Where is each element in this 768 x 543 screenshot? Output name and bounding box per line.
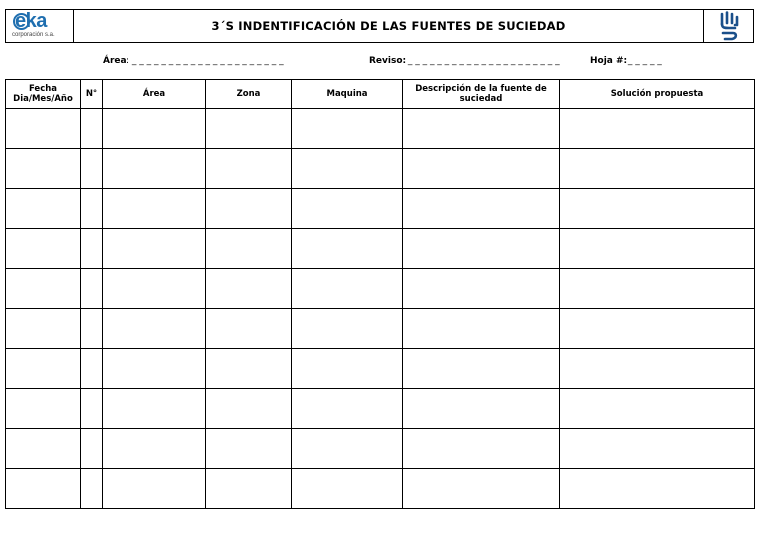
table-cell[interactable]: [292, 309, 403, 349]
table-cell[interactable]: [6, 269, 81, 309]
table-cell[interactable]: [6, 149, 81, 189]
table-cell[interactable]: [206, 229, 292, 269]
table-cell[interactable]: [403, 189, 560, 229]
col-header-zona: Zona: [206, 80, 292, 109]
table-cell[interactable]: [292, 229, 403, 269]
table-cell[interactable]: [292, 389, 403, 429]
table-cell[interactable]: [206, 189, 292, 229]
table-cell[interactable]: [560, 189, 755, 229]
table-cell[interactable]: [560, 429, 755, 469]
table-cell[interactable]: [403, 309, 560, 349]
table-cell[interactable]: [81, 189, 103, 229]
table-cell[interactable]: [103, 309, 206, 349]
table-cell[interactable]: [103, 349, 206, 389]
col-header-numero: N°: [81, 80, 103, 109]
table-row: [6, 109, 755, 149]
hand-icon: [703, 10, 753, 42]
table-cell[interactable]: [560, 309, 755, 349]
table-cell[interactable]: [403, 389, 560, 429]
table-cell[interactable]: [206, 269, 292, 309]
table-row: [6, 469, 755, 509]
table-cell[interactable]: [81, 389, 103, 429]
form-meta: [0, 56, 768, 70]
table-row: [6, 229, 755, 269]
table-cell[interactable]: [403, 429, 560, 469]
table-cell[interactable]: [103, 429, 206, 469]
table-cell[interactable]: [6, 469, 81, 509]
table-cell[interactable]: [81, 109, 103, 149]
table-cell[interactable]: [560, 149, 755, 189]
table-cell[interactable]: [103, 389, 206, 429]
table-cell[interactable]: [206, 349, 292, 389]
form-header: [5, 9, 754, 43]
area-label: Área: [103, 56, 127, 66]
table-cell[interactable]: [103, 109, 206, 149]
table-cell[interactable]: [292, 429, 403, 469]
table-cell[interactable]: [206, 429, 292, 469]
table-cell[interactable]: [403, 269, 560, 309]
hoja-field[interactable]: _ _ _ _ _: [625, 56, 662, 66]
table-cell[interactable]: [206, 109, 292, 149]
table-cell[interactable]: [81, 229, 103, 269]
table-cell[interactable]: [292, 269, 403, 309]
table-cell[interactable]: [292, 109, 403, 149]
col-header-maquina: Maquina: [292, 80, 403, 109]
table-cell[interactable]: [560, 229, 755, 269]
table-cell[interactable]: [206, 469, 292, 509]
table-cell[interactable]: [206, 149, 292, 189]
table-cell[interactable]: [560, 269, 755, 309]
col-header-descripcion: Descripción de la fuente de suciedad: [403, 80, 560, 109]
table-cell[interactable]: [403, 469, 560, 509]
table-cell[interactable]: [292, 469, 403, 509]
table-cell[interactable]: [560, 349, 755, 389]
area-field[interactable]: : _ _ _ _ _ _ _ _ _ _ _ _ _ _ _ _ _ _ _ _ _: [126, 56, 284, 66]
table-cell[interactable]: [560, 389, 755, 429]
table-cell[interactable]: [206, 309, 292, 349]
reviso-field[interactable]: _ _ _ _ _ _ _ _ _ _ _ _ _ _ _ _ _ _ _ _ _: [405, 56, 560, 66]
col-header-fecha: Fecha Dia/Mes/Año: [6, 80, 81, 109]
logo: [6, 10, 74, 42]
table-cell[interactable]: [403, 229, 560, 269]
table-body: [6, 109, 755, 509]
table-cell[interactable]: [81, 149, 103, 189]
col-header-solucion: Solución propuesta: [560, 80, 755, 109]
logo-brand: eka: [15, 10, 47, 32]
table-cell[interactable]: [560, 109, 755, 149]
table-row: [6, 349, 755, 389]
table-row: [6, 269, 755, 309]
table-cell[interactable]: [292, 189, 403, 229]
table-row: [6, 149, 755, 189]
reviso-label: Reviso:: [369, 56, 407, 66]
table-cell[interactable]: [292, 349, 403, 389]
table-cell[interactable]: [292, 149, 403, 189]
table-cell[interactable]: [81, 429, 103, 469]
table-cell[interactable]: [560, 469, 755, 509]
table-cell[interactable]: [6, 429, 81, 469]
table-cell[interactable]: [6, 309, 81, 349]
table-cell[interactable]: [6, 189, 81, 229]
table-cell[interactable]: [103, 229, 206, 269]
table-row: [6, 189, 755, 229]
table-cell[interactable]: [6, 109, 81, 149]
table-cell[interactable]: [403, 149, 560, 189]
table-cell[interactable]: [6, 389, 81, 429]
table-row: [6, 389, 755, 429]
table-cell[interactable]: [403, 109, 560, 149]
form-title: 3´S INDENTIFICACIÓN DE LAS FUENTES DE SUCIEDAD: [211, 19, 566, 33]
sources-table: [5, 79, 755, 509]
col-header-area: Área: [103, 80, 206, 109]
table-cell[interactable]: [6, 349, 81, 389]
table-cell[interactable]: [403, 349, 560, 389]
table-cell[interactable]: [103, 269, 206, 309]
table-cell[interactable]: [81, 349, 103, 389]
logo-subtitle: corporación s.a.: [12, 32, 55, 38]
hoja-label: Hoja #:: [590, 56, 628, 66]
table-cell[interactable]: [81, 269, 103, 309]
table-row: [6, 429, 755, 469]
table-row: [6, 309, 755, 349]
table-cell[interactable]: [103, 149, 206, 189]
table-cell[interactable]: [81, 309, 103, 349]
table-header-row: [6, 80, 755, 109]
table-cell[interactable]: [206, 389, 292, 429]
table-cell[interactable]: [6, 229, 81, 269]
table-cell[interactable]: [81, 469, 103, 509]
table-cell[interactable]: [103, 469, 206, 509]
table-cell[interactable]: [103, 189, 206, 229]
